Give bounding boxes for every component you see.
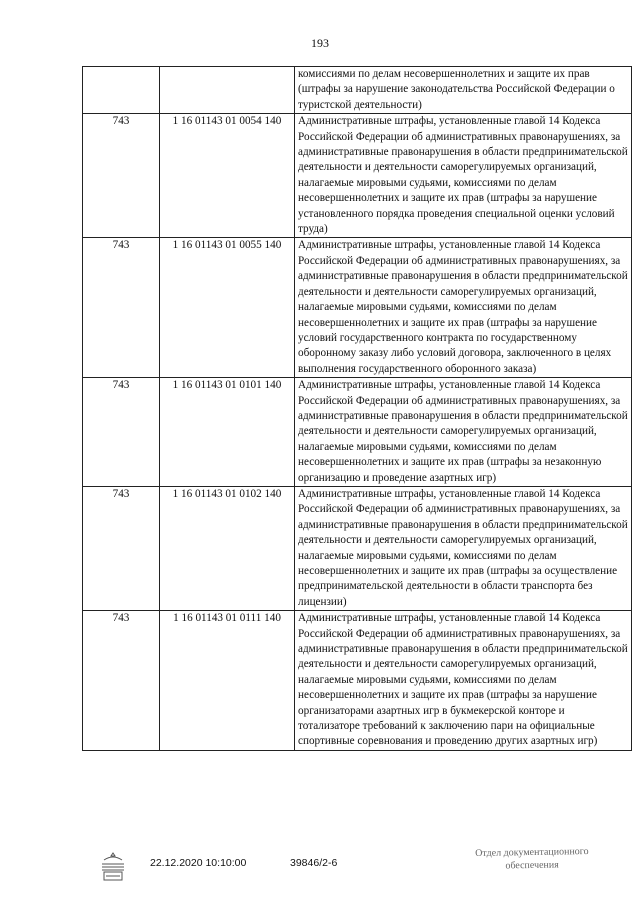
stamp-line: обеспечения xyxy=(505,859,559,872)
kbk-code-cell xyxy=(160,67,295,114)
description-cell: Административные штрафы, установленные главой 14 Кодекса Российской Федерации об административных правонарушениях, за административные правонарушения в области предпринимательской деятельности и деятельности саморегулируемых организаций, налагаемые мировыми судьями, комиссиями по делам несовершеннолетних и защите их прав (штрафы за нарушение организаторами азартных игр в букмекерской конторе и тотализаторе требований к заключению пари на официальные спортивные соревнования и проведению других азартных игр) xyxy=(295,611,632,751)
admin-code-cell xyxy=(83,67,160,114)
table-row xyxy=(83,486,632,610)
footer-timestamp: 22.12.2020 10:10:00 xyxy=(150,857,247,869)
description-cell: Административные штрафы, установленные главой 14 Кодекса Российской Федерации об административных правонарушениях, за административные правонарушения в области предпринимательской деятельности и деятельности саморегулируемых организаций, налагаемые мировыми судьями, комиссиями по делам несовершеннолетних и защите их прав (штрафы за незаконную организацию и проведение азартных игр) xyxy=(295,378,632,487)
kbk-code-cell: 1 16 01143 01 0102 140 xyxy=(160,486,295,610)
kbk-code-cell: 1 16 01143 01 0055 140 xyxy=(160,238,295,378)
description-cell: Административные штрафы, установленные главой 14 Кодекса Российской Федерации об административных правонарушениях, за административные правонарушения в области предпринимательской деятельности и деятельности саморегулируемых организаций, налагаемые мировыми судьями, комиссиями по делам несовершеннолетних и защите их прав (штрафы за нарушение условий государственного контракта по государственному оборонному заказу либо условий договора, заключенного в целях выполнения государственного оборонного заказа) xyxy=(295,238,632,378)
page-number: 193 xyxy=(311,36,329,50)
description-cell: Административные штрафы, установленные главой 14 Кодекса Российской Федерации об административных правонарушениях, за административные правонарушения в области предпринимательской деятельности и деятельности саморегулируемых организаций, налагаемые мировыми судьями, комиссиями по делам несовершеннолетних и защите их прав (штрафы за нарушение установленного порядка проведения специальной оценки условий труда) xyxy=(295,114,632,238)
table-row xyxy=(83,378,632,487)
footer-document-number: 39846/2-6 xyxy=(290,857,338,869)
government-emblem-icon xyxy=(96,850,130,884)
stamp-line: Отдел документационного xyxy=(475,846,589,859)
table-row xyxy=(83,238,632,378)
kbk-code-cell: 1 16 01143 01 0111 140 xyxy=(160,611,295,751)
admin-code-cell: 743 xyxy=(83,486,160,610)
table-row xyxy=(83,67,632,114)
table-row xyxy=(83,611,632,751)
kbk-code-cell: 1 16 01143 01 0054 140 xyxy=(160,114,295,238)
admin-code-cell: 743 xyxy=(83,378,160,487)
kbk-code-cell: 1 16 01143 01 0101 140 xyxy=(160,378,295,487)
admin-code-cell: 743 xyxy=(83,238,160,378)
description-cell: Административные штрафы, установленные главой 14 Кодекса Российской Федерации об административных правонарушениях, за административные правонарушения в области предпринимательской деятельности и деятельности саморегулируемых организаций, налагаемые мировыми судьями, комиссиями по делам несовершеннолетних и защите их прав (штрафы за осуществление предпринимательской деятельности в области транспорта без лицензии) xyxy=(295,486,632,610)
budget-codes-table xyxy=(82,66,632,751)
admin-code-cell: 743 xyxy=(83,611,160,751)
description-cell: комиссиями по делам несовершеннолетних и защите их прав (штрафы за нарушение законодательства Российской Федерации о туристской деятельности) xyxy=(295,67,632,114)
admin-code-cell: 743 xyxy=(83,114,160,238)
table-row xyxy=(83,114,632,238)
department-stamp xyxy=(452,845,612,874)
